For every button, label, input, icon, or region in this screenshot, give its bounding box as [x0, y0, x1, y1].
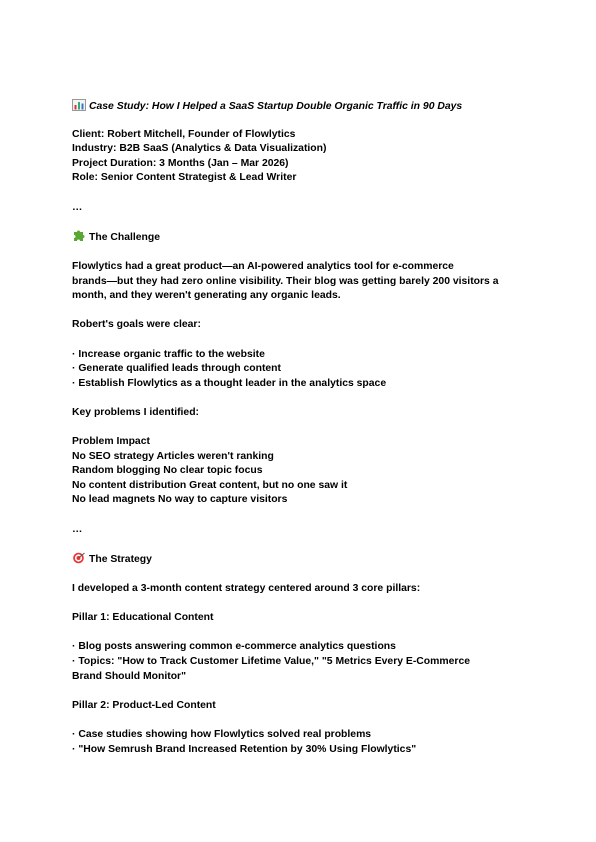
- pillar-1-list: [72, 640, 556, 684]
- challenge-paragraph: [72, 260, 556, 304]
- list-item: · Increase organic traffic to the website: [72, 348, 265, 360]
- list-item: Brand Should Monitor": [72, 670, 187, 682]
- pillar-2-list: [72, 728, 556, 757]
- paragraph-line: month, and they weren't generating any organic leads.: [72, 290, 341, 302]
- title-text: Case Study: How I Helped a SaaS Startup Double Organic Traffic in 90 Days: [89, 101, 463, 112]
- table-row: Random blogging No clear topic focus: [72, 465, 263, 477]
- problems-header-row: Problem Impact: [72, 436, 150, 448]
- table-row: No SEO strategy Articles weren't ranking: [72, 450, 274, 462]
- strategy-heading-text: The Strategy: [89, 553, 152, 565]
- duration-line: Project Duration: 3 Months (Jan – Mar 2026): [72, 157, 289, 169]
- goals-list: [72, 348, 556, 392]
- paragraph-line: brands—but they had zero online visibility. Their blog was getting barely 200 visitors a: [72, 275, 499, 287]
- puzzle-icon: [72, 230, 86, 242]
- table-row: No content distribution Great content, but no one saw it: [72, 479, 348, 491]
- list-item: · Case studies showing how Flowlytics solved real problems: [72, 728, 372, 740]
- list-item: · Establish Flowlytics as a thought leader in the analytics space: [72, 377, 387, 389]
- list-item: · "How Semrush Brand Increased Retention by 30% Using Flowlytics": [72, 743, 417, 755]
- strategy-heading: [72, 552, 556, 568]
- industry-line: Industry: B2B SaaS (Analytics & Data Visualization): [72, 143, 327, 155]
- problems-table: [72, 435, 556, 508]
- pillar-2-title: Pillar 2: Product-Led Content: [72, 699, 216, 711]
- goals-intro: Robert's goals were clear:: [72, 319, 201, 331]
- list-item: · Blog posts answering common e-commerce analytics questions: [72, 641, 396, 653]
- table-row: No lead magnets No way to capture visitors: [72, 494, 288, 506]
- paragraph-line: Flowlytics had a great product—an AI-powered analytics tool for e-commerce: [72, 260, 454, 272]
- document-title: [72, 99, 556, 115]
- bar-chart-icon: [72, 99, 86, 111]
- separator: …: [72, 523, 83, 535]
- client-info: [72, 128, 556, 186]
- target-icon: [72, 552, 86, 564]
- problems-intro: Key problems I identified:: [72, 406, 200, 418]
- client-line: Client: Robert Mitchell, Founder of Flowlytics: [72, 128, 296, 140]
- list-item: · Topics: "How to Track Customer Lifetime Value," "5 Metrics Every E-Commerce: [72, 655, 471, 667]
- list-item: · Generate qualified leads through content: [72, 363, 281, 375]
- role-line: Role: Senior Content Strategist & Lead Writer: [72, 172, 297, 184]
- challenge-heading: [72, 230, 556, 246]
- pillar-1-title: Pillar 1: Educational Content: [72, 612, 214, 624]
- challenge-heading-text: The Challenge: [89, 231, 161, 243]
- strategy-intro: I developed a 3-month content strategy centered around 3 core pillars:: [72, 583, 421, 594]
- separator: …: [72, 201, 83, 213]
